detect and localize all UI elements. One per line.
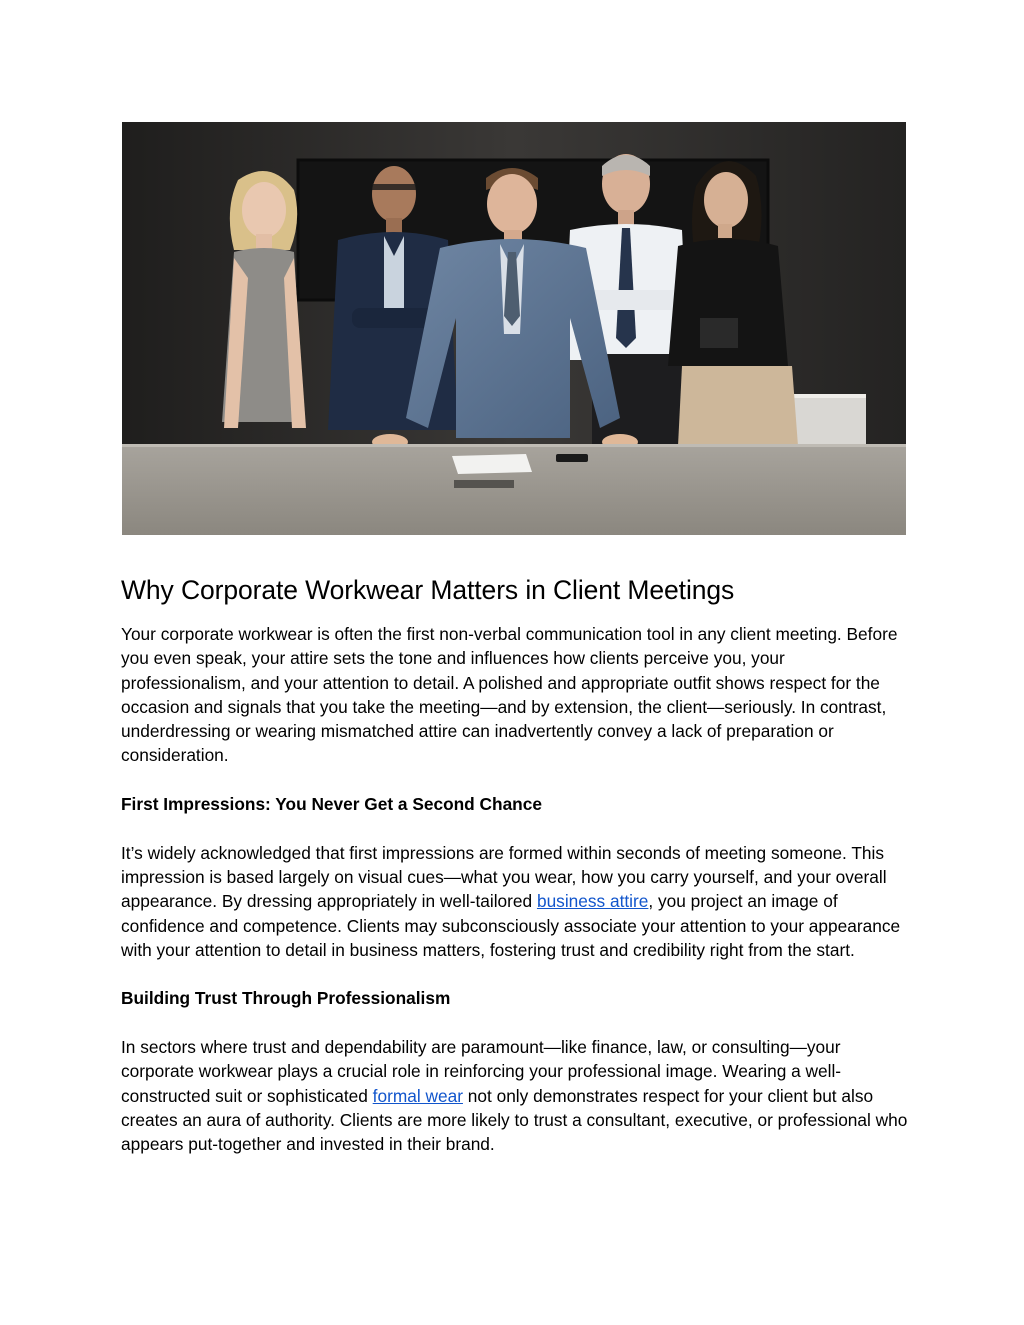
section2-heading: Building Trust Through Professionalism bbox=[121, 988, 451, 1009]
section1-heading: First Impressions: You Never Get a Second Chance bbox=[121, 794, 542, 815]
section1-text-before: It’s widely acknowledged that first impressions are formed within seconds of meeting someone. This impression is based largely on visual cues—what you wear, how you carry yourself, and your overall appearance. By dressing appropriately in well-tailored bbox=[121, 842, 887, 912]
team-photo bbox=[122, 122, 906, 535]
section2-text-before: In sectors where trust and dependability are paramount—like finance, law, or consulting—your corporate workwear plays a crucial role in reinforcing your professional image. Wearing a well-constructed suit or sophisticated bbox=[121, 1037, 842, 1106]
article-title: Why Corporate Workwear Matters in Client Meetings bbox=[121, 575, 735, 605]
business-attire-link[interactable]: business attire bbox=[536, 891, 649, 912]
intro-paragraph: Your corporate workwear is often the first non-verbal communication tool in any client meeting. Before you even speak, your attire sets the tone and influences how clients perceive you, your professionalism, and your attention to detail. A polished and appropriate outfit shows respect for the occasion and signals that you take the meeting—and by extension, the client—seriously. In contrast, underdressing or wearing mismatched attire can inadvertently convey a lack of preparation or consideration. bbox=[121, 624, 898, 766]
business-team-illustration bbox=[122, 122, 906, 535]
section1-paragraph bbox=[121, 841, 911, 962]
section2-text-after: not only demonstrates respect for your client but also creates an aura of authority. Clients are more likely to trust a consultant, executive, or professional who appears put-together and invested in their brand. bbox=[121, 1085, 908, 1155]
section1-text-after: , you project an image of confidence and competence. Clients may subconsciously associate your attention to your appearance with your attention to detail in business matters, fostering trust and credibility right from the start. bbox=[121, 891, 901, 960]
formal-wear-link[interactable]: formal wear bbox=[372, 1085, 463, 1106]
section2-paragraph bbox=[121, 1035, 911, 1156]
person-woman-grey-dress bbox=[222, 171, 306, 428]
article-body bbox=[121, 570, 911, 1157]
